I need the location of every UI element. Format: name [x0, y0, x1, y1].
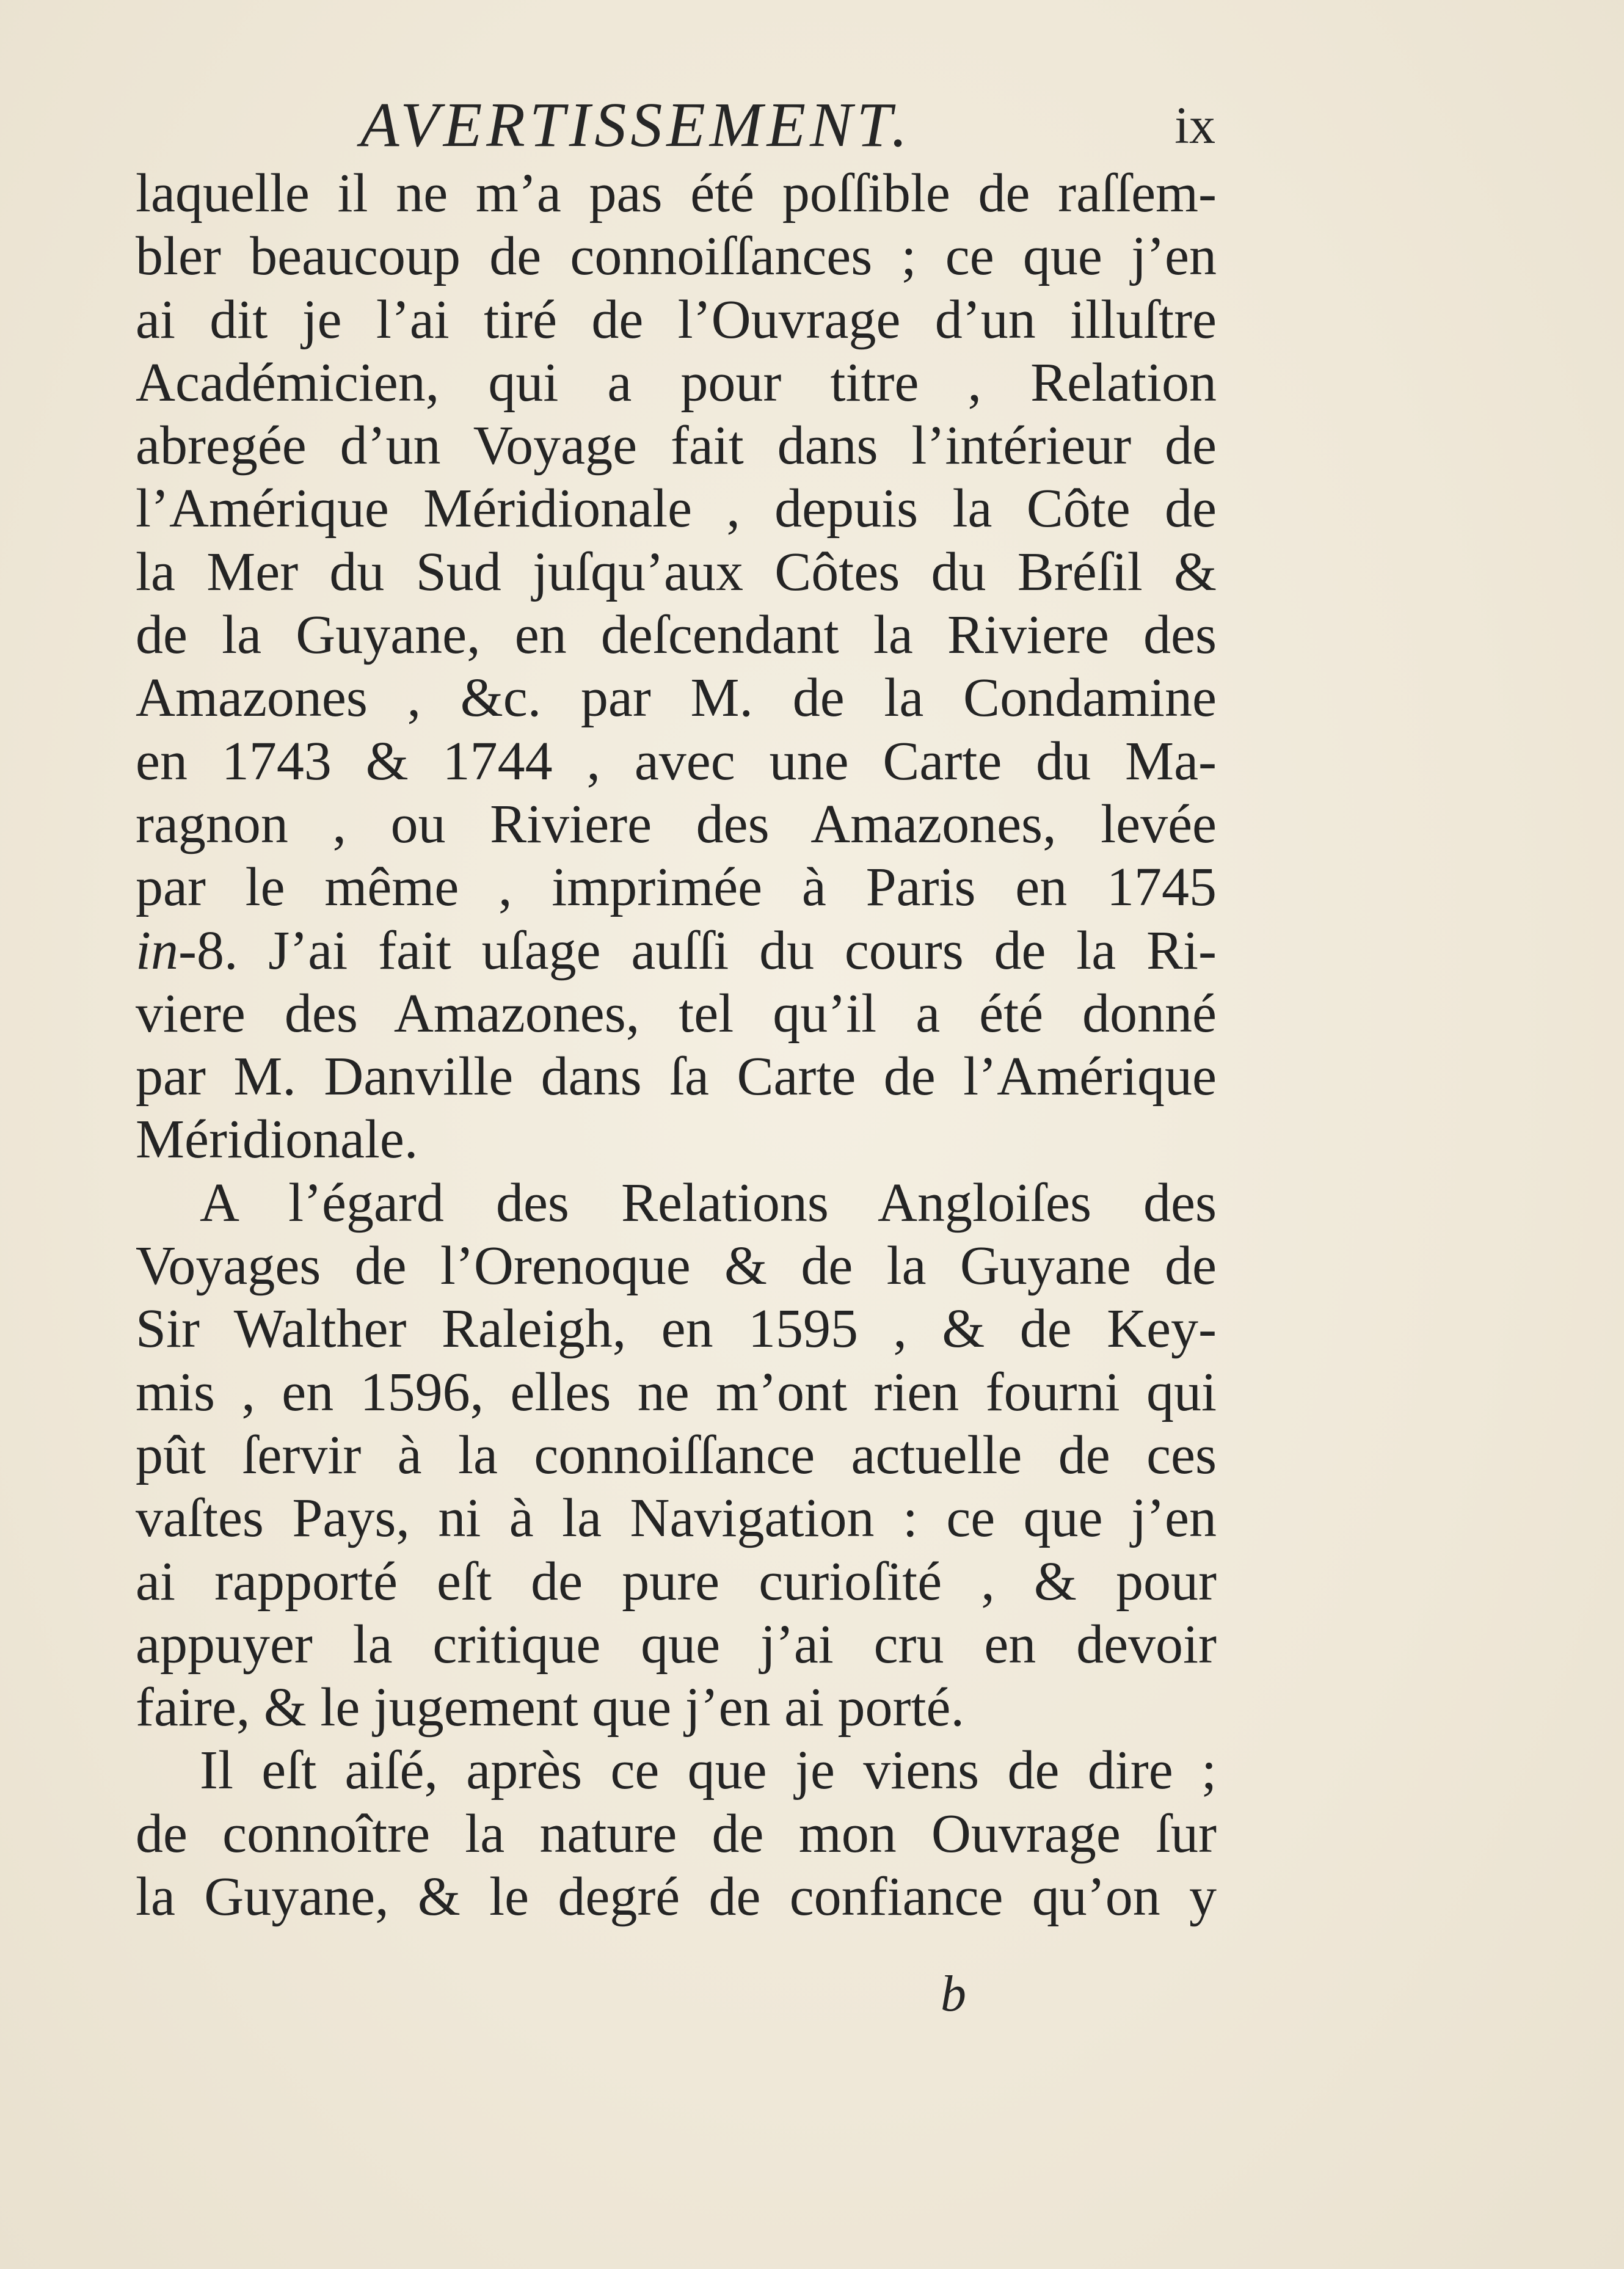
text-line: Sir Walther Raleigh, en 1595 , & de Key-: [136, 1298, 1217, 1360]
page-number: ix: [1174, 96, 1215, 155]
text-line: [136, 919, 1217, 982]
line-remainder: 8. J’ai fait uſage auſſi du cours de la Ri-: [196, 920, 1217, 981]
body-text: [136, 162, 1217, 1928]
running-title: AVERTISSEMENT.: [360, 90, 912, 160]
text-line: ai rapporté eſt de pure curioſité , & pour: [136, 1551, 1217, 1612]
text-line: Méridionale.: [136, 1109, 418, 1170]
text-line: de connoître la nature de mon Ouvrage ſur: [136, 1803, 1217, 1864]
text-line: Il eſt aiſé, après ce que je viens de dire ;: [200, 1740, 1217, 1801]
text-line: ragnon , ou Riviere des Amazones, levée: [136, 793, 1217, 854]
text-line: la Guyane, & le degré de confiance qu’on y: [136, 1867, 1217, 1928]
text-line: en 1743 & 1744 , avec une Carte du Ma-: [136, 730, 1217, 792]
text-line: par le même , imprimée à Paris en 1745: [136, 857, 1217, 918]
text-line: vaſtes Pays, ni à la Navigation : ce que j’en: [136, 1488, 1217, 1549]
signature-mark: b: [941, 1965, 966, 2022]
text-line: appuyer la critique que j’ai cru en devoir: [136, 1614, 1217, 1675]
text-line: l’Amérique Méridionale , depuis la Côte de: [136, 478, 1217, 539]
italic-prefix: in-: [136, 920, 197, 981]
text-line: par M. Danville dans ſa Carte de l’Amérique: [136, 1046, 1217, 1107]
text-line: Voyages de l’Orenoque & de la Guyane de: [136, 1236, 1217, 1297]
text-line: faire, & le jugement que j’en ai porté.: [136, 1677, 964, 1738]
text-line: mis , en 1596, elles ne m’ont rien fourni qui: [136, 1361, 1217, 1422]
text-line: Amazones , &c. par M. de la Condamine: [136, 668, 1217, 729]
text-line: pût ſervir à la connoiſſance actuelle de ces: [136, 1424, 1217, 1485]
text-line: bler beaucoup de connoiſſances ; ce que j’en: [136, 226, 1217, 287]
text-line: la Mer du Sud juſqu’aux Côtes du Bréſil &: [136, 541, 1217, 602]
text-line: viere des Amazones, tel qu’il a été donné: [136, 983, 1217, 1044]
text-line: A l’égard des Relations Angloiſes des: [200, 1172, 1217, 1233]
running-head: [134, 92, 1215, 159]
text-line: ai dit je l’ai tiré de l’Ouvrage d’un illuſtre: [136, 289, 1217, 350]
text-line: de la Guyane, en deſcendant la Riviere des: [136, 605, 1217, 666]
text-line: abregée d’un Voyage fait dans l’intérieur de: [136, 415, 1217, 476]
text-line: Académicien, qui a pour titre , Relation: [136, 352, 1217, 413]
text-line: laquelle il ne m’a pas été poſſible de raſſem-: [136, 163, 1217, 224]
